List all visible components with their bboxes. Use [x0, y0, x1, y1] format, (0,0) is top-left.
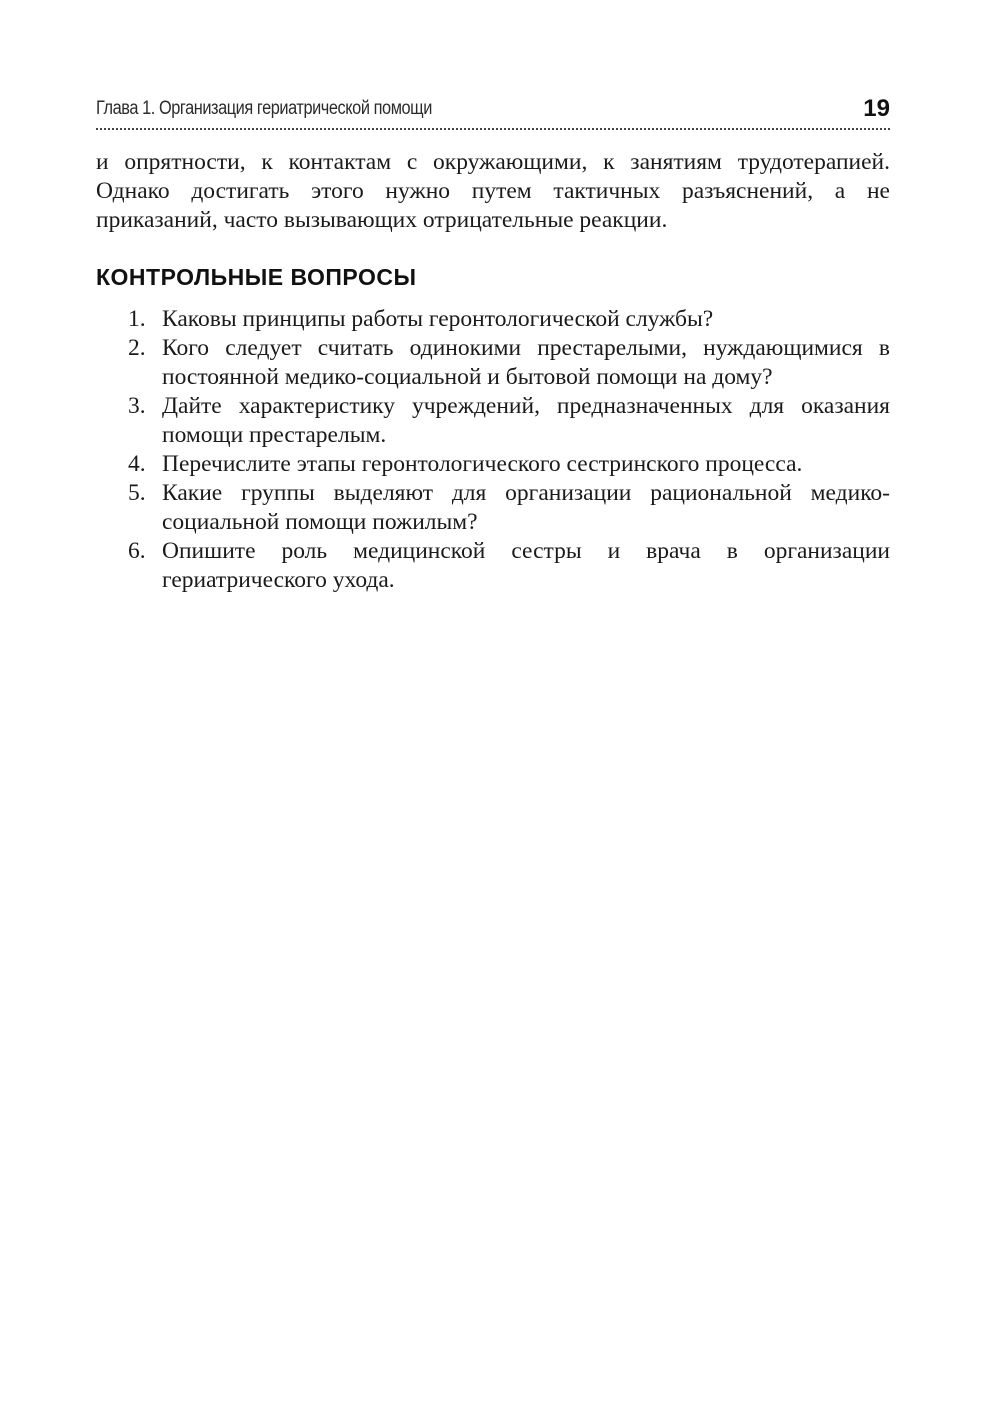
question-text: Дайте характеристику учреждений, предназначенных для оказания помощи престарелым.	[162, 393, 890, 448]
question-number: 1.	[128, 306, 146, 332]
question-text: Какие группы выделяют для организации рациональной медико-социальной помощи пожилым?	[162, 480, 890, 535]
chapter-title: Глава 1. Организация гериатрической помощи	[96, 98, 432, 119]
question-text: Перечислите этапы геронтологического сестринского процесса.	[162, 451, 803, 477]
question-number: 5.	[128, 480, 146, 506]
body-paragraph: и опрятности, к контактам с окружающими, к занятиям трудотерапией. Однако достигать этого нужно путем тактичных разъяснений, а не приказаний, часто вызывающих отрицательные реакции.	[96, 149, 890, 233]
question-number: 3.	[128, 393, 146, 419]
question-list	[96, 305, 890, 595]
list-item	[96, 450, 890, 479]
list-item	[96, 537, 890, 595]
question-number: 6.	[128, 538, 146, 564]
page-number: 19	[863, 95, 890, 122]
question-text: Кого следует считать одинокими престарелыми, нуждающимися в постоянной медико-социальной и бытовой помощи на дому?	[162, 335, 890, 390]
running-header	[96, 95, 890, 132]
list-item	[96, 334, 890, 392]
question-text: Каковы принципы работы геронтологической службы?	[162, 306, 714, 332]
header-dotted-rule	[96, 128, 890, 130]
list-item	[96, 479, 890, 537]
list-item	[96, 305, 890, 334]
question-number: 2.	[128, 335, 146, 361]
list-item	[96, 392, 890, 450]
section-heading: КОНТРОЛЬНЫЕ ВОПРОСЫ	[96, 264, 417, 290]
question-text: Опишите роль медицинской сестры и врача в организации гериатрического ухода.	[162, 538, 890, 593]
question-number: 4.	[128, 451, 146, 477]
